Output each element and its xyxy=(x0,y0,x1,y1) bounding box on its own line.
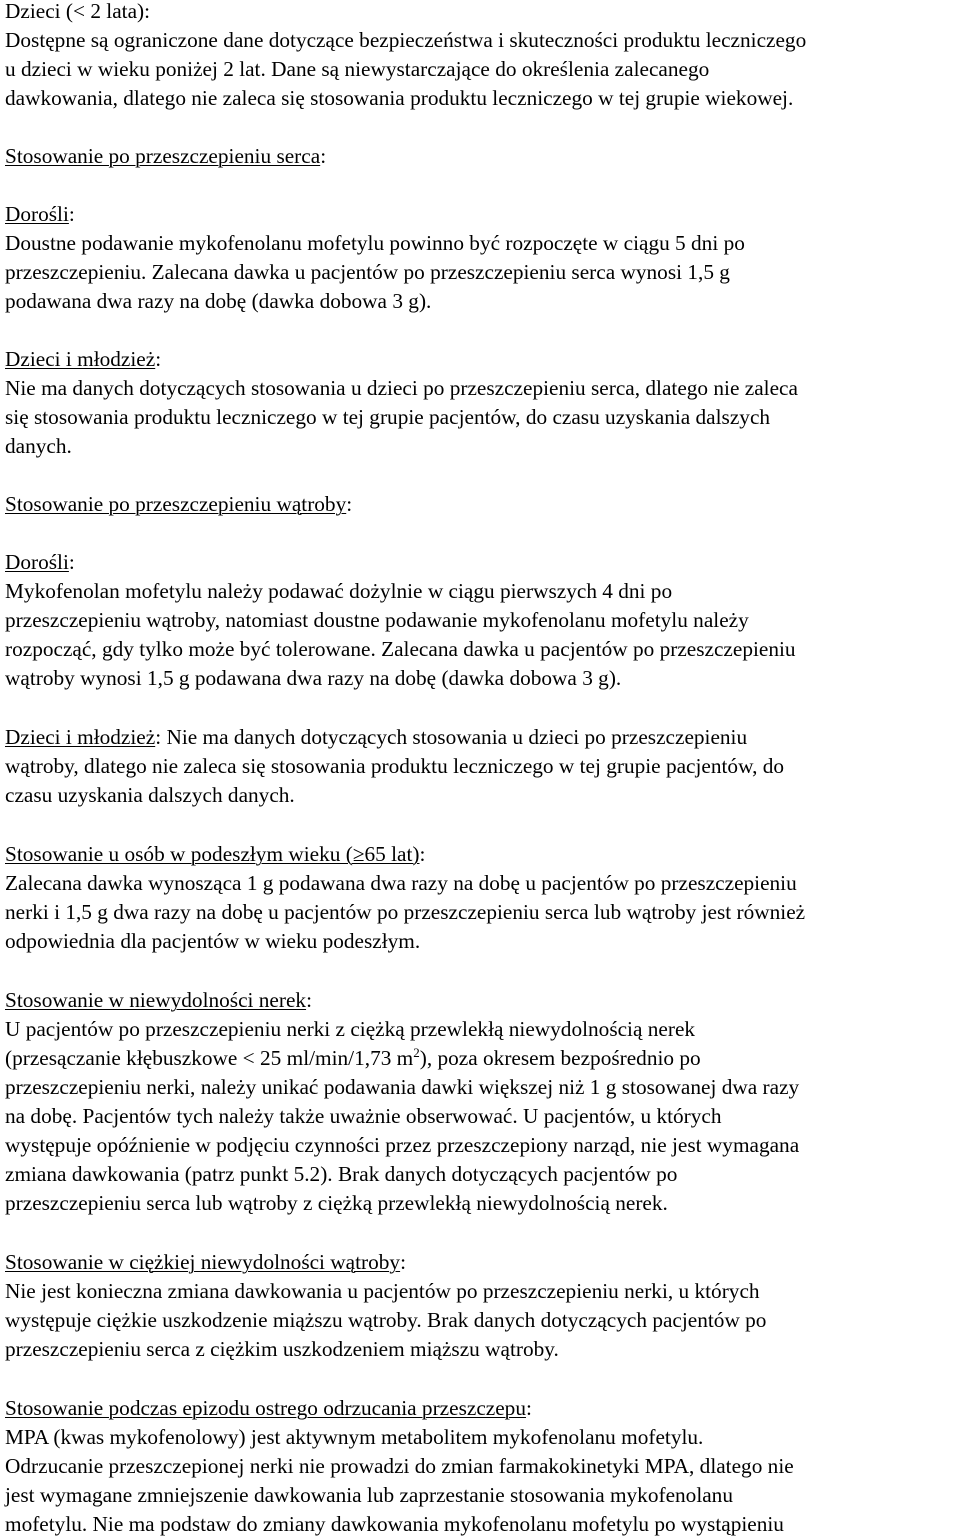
text-line xyxy=(5,26,806,55)
text-line xyxy=(5,869,797,898)
text-run: nerki i 1,5 g dwa razy na dobę u pacjentów po przeszczepieniu serca lub wątroby jest również xyxy=(5,900,806,924)
text-run: zmiana dawkowania (patrz punkt 5.2). Brak danych dotyczących pacjentów po xyxy=(5,1162,678,1186)
text-line xyxy=(5,432,72,461)
text-line xyxy=(5,200,75,229)
section-heading: Stosowanie w ciężkiej niewydolności wątroby xyxy=(5,1250,401,1274)
text-line xyxy=(5,55,709,84)
text-line xyxy=(5,1131,799,1160)
text-line xyxy=(5,84,793,113)
text-line xyxy=(5,752,784,781)
text-run: mofetylu. Nie ma podstaw do zmiany dawkowania mykofenolanu mofetylu po wystąpieniu xyxy=(5,1512,784,1536)
text-line xyxy=(5,1452,794,1481)
text-run: się stosowania produktu leczniczego w tej grupie pacjentów, do czasu uzyskania dalszych xyxy=(5,405,771,429)
text-line xyxy=(5,1160,677,1189)
text-line xyxy=(5,1015,695,1044)
text-line xyxy=(5,577,672,606)
text-line xyxy=(5,374,798,403)
text-run: wątroby, dlatego nie zaleca się stosowania produktu leczniczego w tej grupie pacjentów, do xyxy=(5,754,785,778)
text-run: U pacjentów po przeszczepieniu nerki z ciężką przewlekłą niewydolnością nerek xyxy=(5,1017,696,1041)
section-heading: Dzieci i młodzież xyxy=(5,725,156,749)
text-line xyxy=(5,287,431,316)
text-line xyxy=(5,229,745,258)
text-line xyxy=(5,1481,733,1510)
text-line xyxy=(5,635,796,664)
text-line xyxy=(5,1044,701,1073)
text-run: : Nie ma danych dotyczących stosowania u dzieci po przeszczepieniu xyxy=(155,725,748,749)
text-run: : xyxy=(68,550,75,574)
text-run: przeszczepieniu serca lub wątroby z ciężką przewlekłą niewydolnością nerek. xyxy=(5,1191,668,1215)
text-line xyxy=(5,490,352,519)
text-run: (przesączanie kłębuszkowe < 25 ml/min/1,73 m xyxy=(5,1046,414,1070)
text-run: MPA (kwas mykofenolowy) jest aktywnym metabolitem mykofenolanu mofetylu. xyxy=(5,1425,704,1449)
text-run: na dobę. Pacjentów tych należy także uważnie obserwować. U pacjentów, u których xyxy=(5,1104,722,1128)
text-run: czasu uzyskania dalszych danych. xyxy=(5,783,295,807)
text-line xyxy=(5,1510,784,1539)
text-run: Nie ma danych dotyczących stosowania u dzieci po przeszczepieniu serca, dlatego nie zaleca xyxy=(5,376,798,400)
text-line xyxy=(5,1073,799,1102)
text-run: u dzieci w wieku poniżej 2 lat. Dane są niewystarczające do określenia zalecanego xyxy=(5,57,710,81)
text-run: podawana dwa razy na dobę (dawka dobowa 3 g). xyxy=(5,289,432,313)
text-line xyxy=(5,606,749,635)
text-run: : xyxy=(306,988,312,1012)
text-line xyxy=(5,1102,722,1131)
text-run: Zalecana dawka wynosząca 1 g podawana dwa razy na dobę u pacjentów po przeszczepieniu xyxy=(5,871,797,895)
text-line xyxy=(5,142,326,171)
text-run: Odrzucanie przeszczepionej nerki nie prowadzi do zmian farmakokinetyki MPA, dlatego nie xyxy=(5,1454,794,1478)
text-line xyxy=(5,258,730,287)
text-line xyxy=(5,1277,760,1306)
text-line xyxy=(5,898,805,927)
text-run: Nie jest konieczna zmiana dawkowania u pacjentów po przeszczepieniu nerki, u których xyxy=(5,1279,760,1303)
text-run: występuje opóźnienie w podjęciu czynności przez przeszczepiony narząd, nie jest wymagana xyxy=(5,1133,800,1157)
section-heading: Stosowanie podczas epizodu ostrego odrzucania przeszczepu xyxy=(5,1396,526,1420)
text-run: : xyxy=(400,1250,407,1274)
text-line xyxy=(5,345,161,374)
text-run: odpowiednia dla pacjentów w wieku podeszłym. xyxy=(5,929,421,953)
text-run: przeszczepieniu wątroby, natomiast doustne podawanie mykofenolanu mofetylu należy xyxy=(5,608,749,632)
text-line xyxy=(5,548,75,577)
text-run: przeszczepieniu. Zalecana dawka u pacjentów po przeszczepieniu serca wynosi 1,5 g xyxy=(5,260,730,284)
text-run: : xyxy=(346,492,353,516)
section-heading: Stosowanie w niewydolności nerek xyxy=(5,988,307,1012)
text-line xyxy=(5,1189,668,1218)
text-line xyxy=(5,403,770,432)
text-run: jest wymagane zmniejszenie dawkowania lub zaprzestanie stosowania mykofenolanu xyxy=(5,1483,733,1507)
text-line xyxy=(5,1423,703,1452)
text-line xyxy=(5,781,295,810)
section-heading: Stosowanie po przeszczepieniu wątroby xyxy=(5,492,347,516)
text-line xyxy=(5,0,150,26)
text-run: Doustne podawanie mykofenolanu mofetylu powinno być rozpoczęte w ciągu 5 dni po xyxy=(5,231,745,255)
text-run: występuje ciężkie uszkodzenie miąższu wątroby. Brak danych dotyczących pacjentów po xyxy=(5,1308,767,1332)
text-line xyxy=(5,1335,559,1364)
text-line xyxy=(5,1306,766,1335)
text-line xyxy=(5,664,621,693)
text-run: : xyxy=(320,144,327,168)
text-run: przeszczepieniu nerki, należy unikać podawania dawki większej niż 1 g stosowanej dwa razy xyxy=(5,1075,800,1099)
section-heading: Dorośli xyxy=(5,550,69,574)
text-run: wątroby wynosi 1,5 g podawana dwa razy na dobę (dawka dobowa 3 g). xyxy=(5,666,622,690)
text-run: przeszczepieniu serca z ciężkim uszkodzeniem miąższu wątroby. xyxy=(5,1337,559,1361)
text-line xyxy=(5,840,425,869)
text-line xyxy=(5,927,420,956)
superscript: 2 xyxy=(413,1044,420,1060)
text-run: : xyxy=(155,347,162,371)
text-run: : xyxy=(68,202,75,226)
text-line xyxy=(5,986,312,1015)
section-heading: Stosowanie u osób w podeszłym wieku (≥65 lat) xyxy=(5,842,420,866)
text-line xyxy=(5,723,747,752)
text-run: danych. xyxy=(5,434,72,458)
text-run: Dzieci (< 2 lata): xyxy=(5,0,151,23)
section-heading: Stosowanie po przeszczepieniu serca xyxy=(5,144,321,168)
text-line xyxy=(5,1394,532,1423)
section-heading: Dorośli xyxy=(5,202,69,226)
text-run: Mykofenolan mofetylu należy podawać dożylnie w ciągu pierwszych 4 dni po xyxy=(5,579,673,603)
text-run: dawkowania, dlatego nie zaleca się stosowania produktu leczniczego w tej grupie wiekowej. xyxy=(5,86,794,110)
text-run: rozpocząć, gdy tylko może być tolerowane. Zalecana dawka u pacjentów po przeszczepieniu xyxy=(5,637,796,661)
section-heading: Dzieci i młodzież xyxy=(5,347,156,371)
text-run: Dostępne są ograniczone dane dotyczące bezpieczeństwa i skuteczności produktu leczniczego xyxy=(5,28,807,52)
text-run: : xyxy=(525,1396,532,1420)
text-line xyxy=(5,1248,406,1277)
text-run: : xyxy=(419,842,426,866)
text-run: ), poza okresem bezpośrednio po xyxy=(419,1046,701,1070)
